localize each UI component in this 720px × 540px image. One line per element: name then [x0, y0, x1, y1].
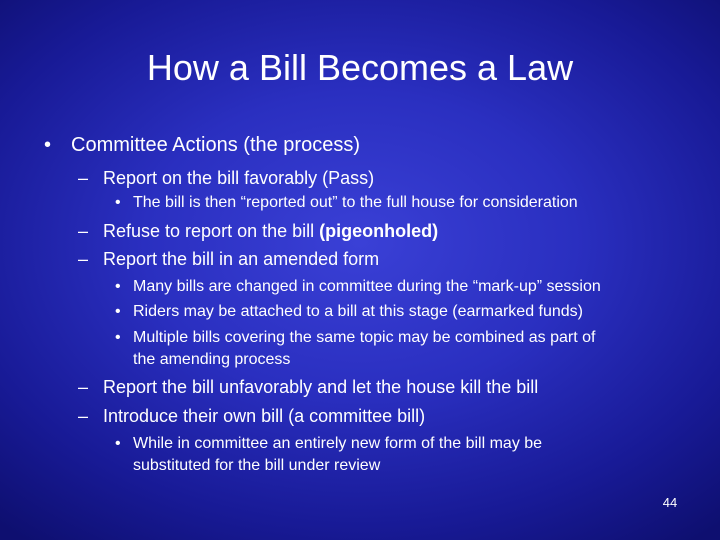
bullet-dot-icon: •: [115, 278, 121, 295]
bullet-text-continuation: the amending process: [133, 351, 291, 368]
bullet-text-bold: (pigeonholed): [319, 221, 439, 241]
bullet-text: Committee Actions (the process): [71, 134, 360, 156]
bullet-dash-icon: –: [78, 221, 89, 241]
slide-title: How a Bill Becomes a Law: [146, 47, 574, 88]
bullet-dot-icon: •: [115, 329, 121, 346]
bullet-text: Report the bill unfavorably and let the house kill the bill: [103, 377, 539, 397]
bullet-text: Multiple bills covering the same topic may be combined as part of: [133, 329, 596, 346]
bullet-text: Report the bill in an amended form: [103, 249, 380, 269]
bullet-text: The bill is then “reported out” to the full house for consideration: [133, 194, 578, 211]
bullet-dash-icon: –: [78, 168, 89, 188]
bullet-dot-icon: •: [115, 194, 121, 211]
bullet-dash-icon: –: [78, 377, 89, 397]
bullet-text-continuation: substituted for the bill under review: [133, 457, 381, 474]
bullet-text: Report on the bill favorably (Pass): [103, 168, 375, 188]
bullet-dot-icon: •: [44, 134, 52, 156]
bullet-text: [103, 220, 438, 242]
page-number: 44: [662, 495, 678, 510]
bullet-dash-icon: –: [78, 406, 89, 426]
bullet-text-regular: Refuse to report on the bill: [103, 221, 320, 241]
bullet-dash-icon: –: [78, 249, 89, 269]
bullet-text: Riders may be attached to a bill at this stage (earmarked funds): [133, 303, 583, 320]
bullet-dot-icon: •: [115, 303, 121, 320]
bullet-text: Introduce their own bill (a committee bill): [103, 406, 426, 426]
bullet-dot-icon: •: [115, 435, 121, 452]
bullet-text: While in committee an entirely new form of the bill may be: [133, 435, 543, 452]
bullet-text: Many bills are changed in committee during the “mark-up” session: [133, 278, 601, 295]
